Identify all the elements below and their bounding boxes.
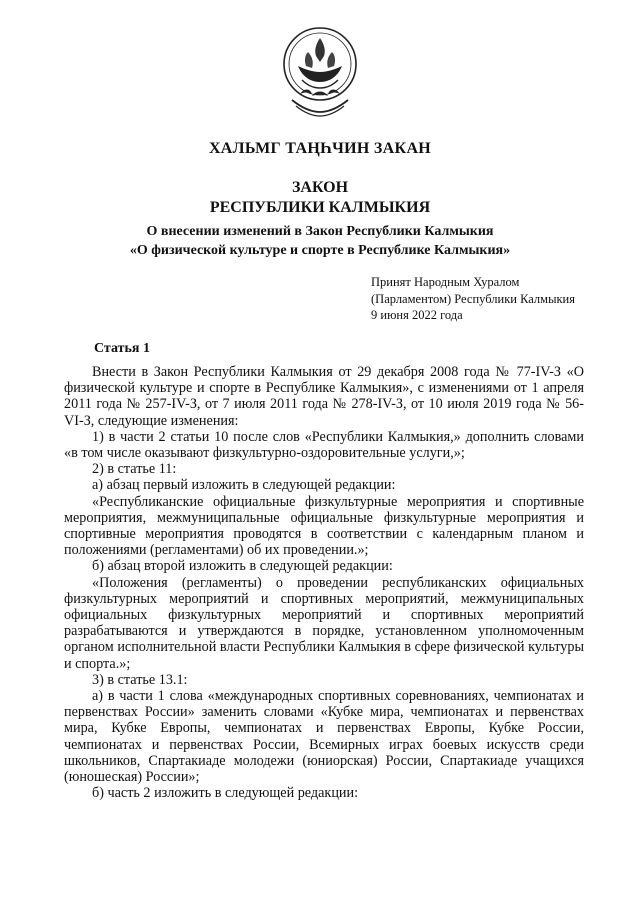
paragraph: а) в части 1 слова «международных спортивных соревнованиях, чемпионатах и первенствах России» заменить словами «Кубке мира, чемпионатах и первенствах мира, Кубке Европы, чемпионатах и первенствах Европы, Кубке России, чемпионатах и первенствах России, Всемирных играх боевых искусств среди школьников, Спартакиаде молодежи (юниорская) России, Спартакиаде учащихся (юношеская) России»; (64, 688, 584, 786)
paragraph: 3) в статье 13.1: (92, 671, 188, 688)
adoption-date: 9 июня 2022 года (371, 308, 463, 322)
paragraph: «Положения (регламенты) о проведении республиканских официальных физкультурных мероприятий и спортивных мероприятий, межмуниципальных официальных физкультурных мероприятий и спортивных мероприятий разрабатываются и утверждаются в порядке, установленном уполномоченным органом исполнительной власти Республики Калмыкия в сфере физической культуры и спорта.»; (64, 574, 584, 672)
paragraph: 2) в статье 11: (92, 461, 177, 478)
paragraph: 1) в части 2 статьи 10 после слов «Республики Калмыкия,» дополнить словами «в том числе оказывают физкультурно-оздоровительные услуги,»; (64, 428, 584, 462)
paragraph: б) абзац второй изложить в следующей редакции: (92, 558, 393, 575)
adoption-note (371, 274, 631, 324)
paragraph: Внести в Закон Республики Калмыкия от 29 декабря 2008 года № 77-IV-З «О физической культуре и спорте в Республике Калмыкия», с изменениями от 1 апреля 2011 года № 257-IV-З, от 7 июля 2011 года № 278-IV-З, от 10 июля 2019 года № 56-VI-З, следующие изменения: (64, 364, 584, 429)
paragraph: «Республиканские официальные физкультурные мероприятия и спортивные мероприятия, межмуниципальные официальные физкультурные мероприятия и спортивные мероприятия проводятся в соответствии с календарным планом и положениями (регламентами) об их проведении.»; (64, 493, 584, 559)
paragraph: а) абзац первый изложить в следующей редакции: (92, 477, 396, 494)
adoption-line-1: Принят Народным Хуралом (371, 275, 520, 289)
law-title-line-2: РЕСПУБЛИКИ КАЛМЫКИЯ (209, 199, 431, 216)
paragraph: б) часть 2 изложить в следующей редакции: (92, 785, 359, 802)
law-subject-line-1: О внесении изменений в Закон Республики Калмыкия (146, 224, 494, 239)
article-body (64, 364, 584, 801)
article-title: Статья 1 (94, 341, 150, 356)
kalmykia-emblem-icon (278, 22, 362, 118)
law-subject (0, 222, 640, 260)
kalmyk-law-title: ХАЛЬМГ ТАҢҺЧИН ЗАКАН (208, 140, 432, 157)
law-title-line-1: ЗАКОН (291, 179, 349, 196)
law-title (0, 178, 640, 218)
law-subject-line-2: «О физической культуре и спорте в Республике Калмыкия» (129, 243, 511, 258)
adoption-line-2: (Парламентом) Республики Калмыкия (371, 291, 575, 306)
